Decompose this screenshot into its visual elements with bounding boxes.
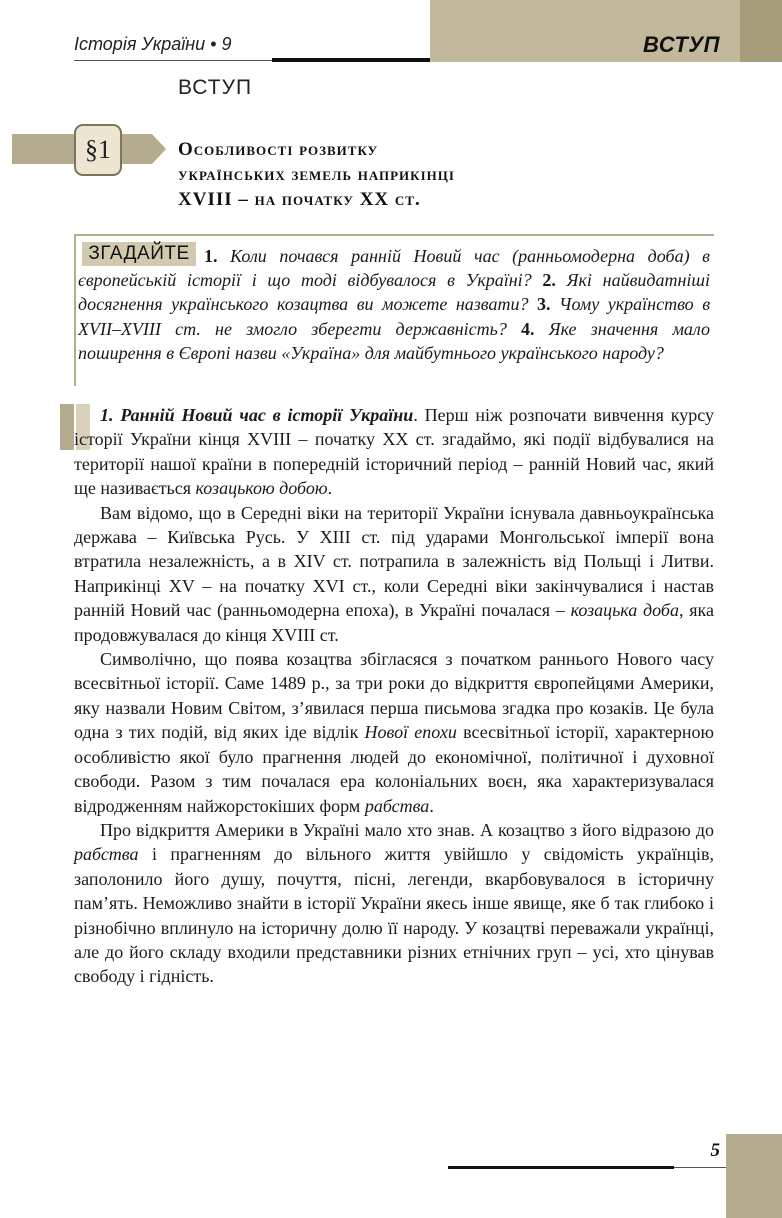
emphasis: Нової епохи <box>364 722 457 743</box>
chapter-label: ВСТУП <box>178 76 253 99</box>
section-title-line: Особливості розвитку <box>178 139 379 160</box>
section-arrow <box>152 134 166 164</box>
recall-tag: ЗГАДАЙТЕ <box>82 242 196 266</box>
paragraph-4: Про відкриття Америки в Україні мало хто знав. А козацтво з його відразою до рабства і прагненням до вільного життя увійшло у свідомість українців, заполонило його душу, почуття, пісні, легенди, вкарбовувалося в історичну пам’ять. Неможливо знайти в історії України якесь інше явище, яке б так глибоко і різнобічно вплинуло на історичну долю її народу. У козацтві переважали українці, але до його складу входили представники різних етнічних груп – усі, хто цінував свободу і гідність. <box>74 819 714 987</box>
section-title-line: XVIII – на початку XX ст. <box>178 189 421 210</box>
footer-rule <box>448 1166 674 1169</box>
question-number: 4. <box>521 318 535 339</box>
book-title: Історія України • 9 <box>74 34 232 54</box>
header-rule-thick <box>272 58 432 62</box>
question-number: 3. <box>537 294 551 315</box>
emphasis: рабства <box>74 844 139 865</box>
question-number: 2. <box>542 270 556 291</box>
question-3: Чому українство в XVII–XVIII ст. не змогло зберегти державність? <box>78 294 711 339</box>
emphasis: козацькою добою <box>195 478 328 499</box>
question-number: 1. <box>204 246 218 266</box>
paragraph-2: Вам відомо, що в Середні віки на території України існувала давньоукраїнська держава – Київська Русь. У XIII ст. під ударами Монгольської імперії вона втратила незалежність, а в XIV ст. потрапила в залежність від Польщі і Литви. Наприкінці XV – на початку XVI ст., коли Середні віки закінчувалися і настав ранній Новий час (ранньомодерна епоха), в Україні почалася – козацька доба, яка продовжувалася до кінця XVIII ст. <box>74 502 714 645</box>
header-section-label: ВСТУП <box>642 32 720 57</box>
emphasis: козацька доба <box>570 600 679 621</box>
section-title <box>178 137 738 212</box>
body-text <box>74 403 714 989</box>
section-title-line: українських земель наприкінці <box>178 164 455 185</box>
paragraph-marker <box>60 404 74 450</box>
footer-rule-thin <box>674 1167 726 1168</box>
header-accent-edge <box>740 0 782 62</box>
section-number-badge: §1 <box>74 124 122 176</box>
question-4: Яке значення мало поширення в Європі назви «Україна» для майбутнього українського народу? <box>78 318 711 363</box>
paragraph-3: Символічно, що поява козацтва збігласяся з початком раннього Нового часу всесвітньої історії. Саме 1489 р., за три роки до відкриття європейцями Америки, яку назвали Новим Світом, з’явилася перша письмова згадка про козаків. Це була одна з тих подій, від яких іде відлік Нової епохи всесвітньої історії, характерною особливістю якої було прагнення людей до економічної, політичної і духовної свободи. Разом з тим почалася ера колоніальних воєн, яка характеризувалася відродженням найжорстокіших форм рабства. <box>74 649 714 816</box>
footer-accent-block <box>726 1134 782 1218</box>
question-1: Коли почався ранній Новий час (ранньомодерна доба) в європейській історії і що тоді відбувалося в Україні? <box>78 246 710 291</box>
paragraph-1: 1. Ранній Новий час в історії України. Перш ніж розпочати вивчення курсу історії України кінця XVIII – початку XX ст. згадаймо, які події відбувалися на території нашої країни в попередній історичний період – ранній Новий час, який ще називається козацькою добою. <box>74 405 715 499</box>
emphasis: рабства <box>364 795 430 816</box>
page-number: 5 <box>710 1140 720 1161</box>
question-2: Які найвидатніші досягнення українського козацтва ви можете назвати? <box>78 270 711 315</box>
subsection-heading: 1. Ранній Новий час в історії України <box>100 405 414 425</box>
